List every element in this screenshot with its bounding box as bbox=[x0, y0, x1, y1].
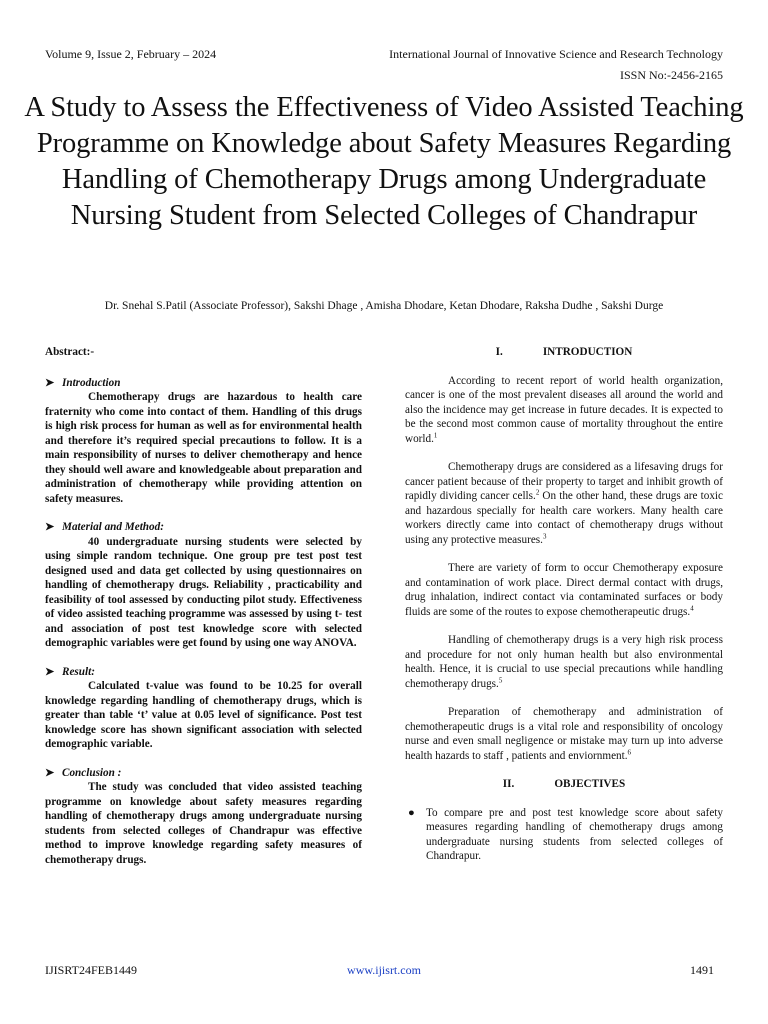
abstract-column bbox=[45, 345, 362, 867]
list-item: ● To compare pre and post test knowledge score about safety measures regarding handling of chemotherapy drugs among undergraduate nursing students from selected colleges of Chandrapur. bbox=[408, 806, 723, 862]
intro-paragraph: Preparation of chemotherapy and administration of chemotherapeutic drugs is a vital role and responsibility of oncology nurse and even small negligence or mistake may turn up into adverse health hazards to staff , patients and enviornment.$^6$ bbox=[405, 706, 723, 762]
section-heading: Introduction bbox=[62, 376, 121, 389]
website-link[interactable]: www.ijisrt.com bbox=[347, 963, 421, 977]
section-text: Calculated t-value was found to be 10.25 for overall knowledge regarding handling of chemotherapy drugs, which is greater than table ‘t’ value at 0.05 level of significance. Post test knowledge score has shown significant association with selected demographic variable. bbox=[45, 680, 362, 750]
abstract-section-introduction bbox=[45, 376, 362, 507]
paper-title: A Study to Assess the Effectiveness of Video Assisted Teaching Programme on Knowledge about Safety Measures Regarding Handling of Chemotherapy Drugs among Undergraduate Nursing Student from Selected Colleges of Chandrapur bbox=[24, 92, 744, 231]
bullet-dot-icon: ● bbox=[408, 806, 415, 819]
arrow-bullet-icon: ➤ bbox=[45, 665, 55, 678]
section-text: The study was concluded that video assisted teaching programme on knowledge about safety measures regarding handling of chemotherapy drugs among undergraduate nursing students from selected colleges of Chandrapur was effective method to improve knowledge regarding safety measures of chemotherapy drugs. bbox=[45, 781, 362, 866]
website-link-wrap bbox=[0, 963, 768, 978]
section-heading: Material and Method: bbox=[62, 521, 164, 533]
issn: ISSN No:-2456-2165 bbox=[619, 68, 723, 82]
arrow-bullet-icon: ➤ bbox=[45, 521, 55, 533]
objectives-heading: II. OBJECTIVES bbox=[502, 778, 626, 790]
body-column bbox=[405, 345, 723, 864]
section-heading: Conclusion : bbox=[62, 766, 122, 779]
introduction-heading: I. INTRODUCTION bbox=[495, 346, 633, 358]
intro-paragraph: Handling of chemotherapy drugs is a very high risk process and procedure for not only human health but also environmental health. Hence, it is crucial to use special precautions while handling chemotherapy drugs.$^5$ bbox=[405, 634, 723, 690]
journal-name: International Journal of Innovative Science and Research Technology bbox=[389, 47, 723, 61]
arrow-bullet-icon: ➤ bbox=[45, 766, 55, 779]
section-heading: Result: bbox=[62, 665, 95, 678]
section-text: 40 undergraduate nursing students were selected by using simple random technique. One group pre test post test designed used and data get collected by using questionnaires on handling of chemotherapy drugs. Reliability , practicability and feasibility of tool assessed by conducting pilot study. Effectiveness of video assisted teaching programme was assessed by using t- test and association of post test knowledge score with selected demographic variables were get found by using one way ANOVA. bbox=[45, 535, 362, 649]
abstract-section-result bbox=[45, 665, 362, 752]
author-list: Dr. Snehal S.Patil (Associate Professor), Sakshi Dhage , Amisha Dhodare, Ketan Dhodare, Raksha Dudhe , Sakshi Durge bbox=[104, 300, 664, 312]
volume-info: Volume 9, Issue 2, February – 2024 bbox=[45, 47, 217, 61]
abstract-label: Abstract:- bbox=[45, 346, 95, 358]
section-text: Chemotherapy drugs are hazardous to health care fraternity who come into contact of them. Handling of this drugs is high risk process for human as well as for environmental health and therefore it’s required special precautions to follow. It is a main responsibility of nurses to deliver chemotherapy and hence they should well aware and knowledgeable about preparation and administration of chemotherapy while providing attention on safety measures. bbox=[45, 391, 362, 505]
page-number: 1491 bbox=[690, 963, 714, 977]
paper-id: IJISRT24FEB1449 bbox=[45, 963, 137, 977]
intro-paragraph: According to recent report of world health organization, cancer is one of the most prevalent diseases all around the world and also the incidence may get increase in future decades. It is expected to be the second most common cause of mortality throughout the entire world.$^1$ bbox=[405, 374, 723, 445]
intro-paragraph: There are variety of form to occur Chemotherapy exposure and contamination of work place. Direct dermal contact with drugs, drug inhalation, indirect contact via contaminated surfaces or body fluids are some of the routes to expose chemotherapeutic drugs.$^4$ bbox=[405, 562, 723, 618]
abstract-section-method bbox=[45, 520, 362, 651]
objectives-list bbox=[405, 806, 723, 864]
arrow-bullet-icon: ➤ bbox=[45, 376, 55, 389]
abstract-section-conclusion bbox=[45, 766, 362, 868]
intro-paragraph: Chemotherapy drugs are considered as a lifesaving drugs for cancer patient because of their property to target and inhibit growth of rapidly dividing cancer cells.$^2$ On the other hand, these drugs are toxic and hazardous specially for health care workers. Many health care workers directly came into contact of chemotherapy drugs without using any protective measures.$^3$ bbox=[405, 461, 723, 546]
